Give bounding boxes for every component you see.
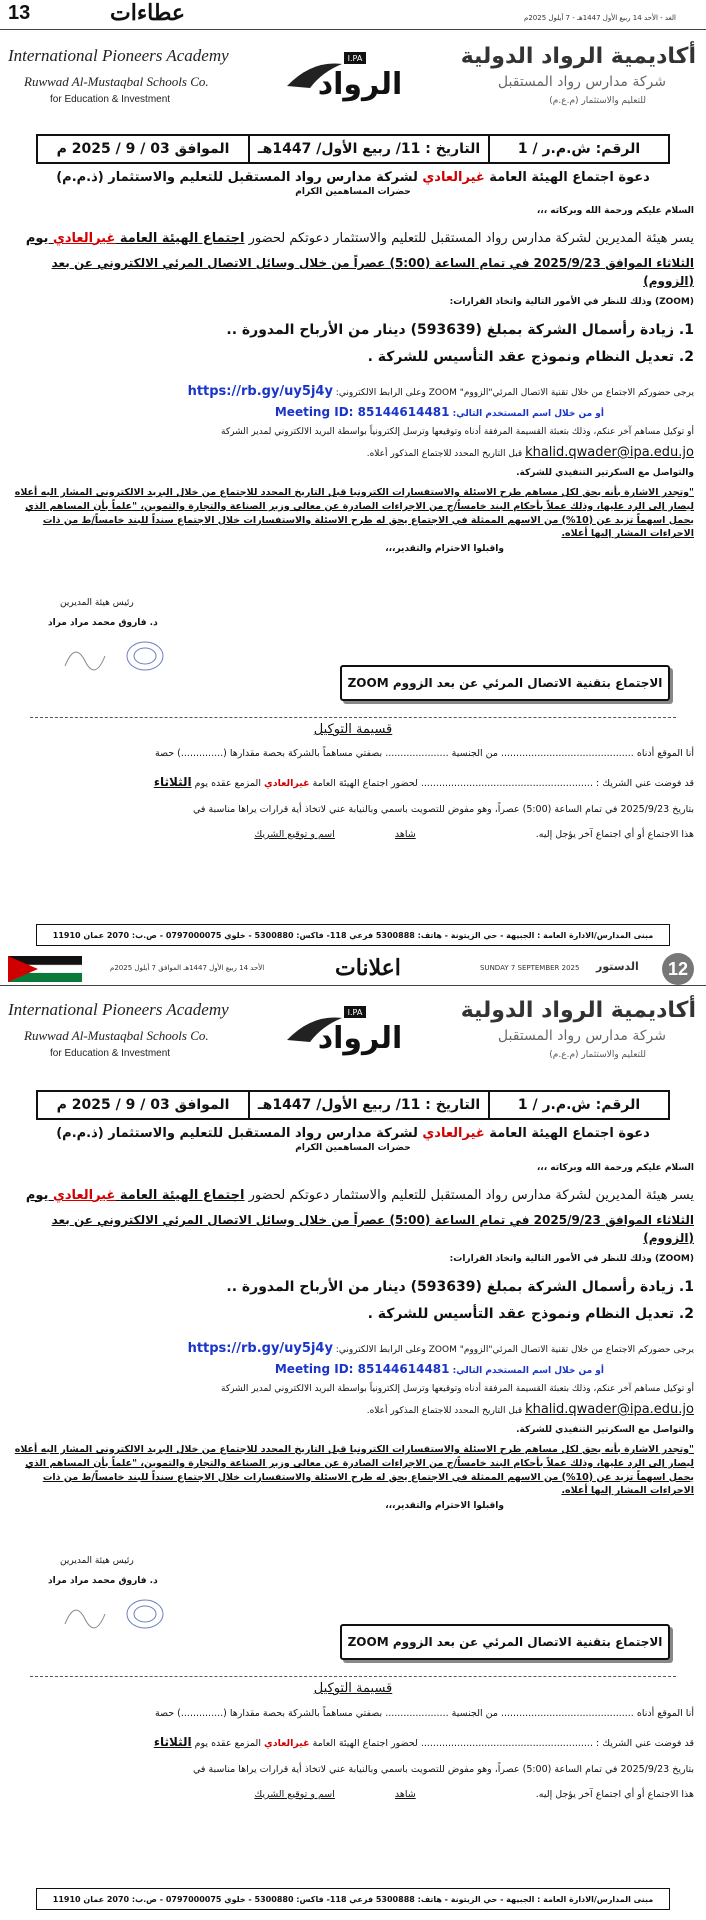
zoom-box-2: الاجتماع بتقنية الاتصال المرئي عن بعد الزووم ZOOM [340, 1624, 670, 1660]
academy-name-ar: أكاديمية الرواد الدولية [460, 44, 696, 69]
email-link[interactable]: khalid.qwader@ipa.edu.jo [525, 445, 694, 460]
ref-date-hijri: التاريخ : 11/ ربيع الأول/ 1447هـ [248, 136, 488, 162]
dateline: الغد - الأحد 14 ربيع الأول 1447هـ - 7 أيلول 2025م [523, 14, 676, 22]
paper-name: الدستور [596, 960, 639, 973]
proxy-line-2: قد فوضت عني الشريك : ......................................................... لحضور اجتماع الهيئة العامة غيرالعادي المزمع عقده يوم الثلاثاء [153, 774, 694, 789]
zoom-link-2[interactable]: https://rb.gy/uy5j4y [187, 1340, 333, 1356]
reference-box-2: الرقم: ش.م.ر / 1 التاريخ : 11/ ربيع الأول/ 1447هـ الموافق 03 / 9 / 2025 م [36, 1090, 670, 1120]
academy-logo [282, 48, 402, 110]
section-title: عطاءات [110, 0, 186, 25]
notice-subtitle: حضرات المساهمين الكرام [295, 187, 411, 197]
proxy-line-4: هذا الاجتماع أو أي اجتماع آخر يؤجل إليه.شاهداسم و توقيع الشريك [254, 828, 694, 840]
zoom-line: يرجى حضوركم الاجتماع من خلال تقنية الاتصال المرئي"الزووم" ZOOM وعلى الرابط الالكتروني: https://rb.gy/uy5j4y [187, 383, 694, 399]
shareholder-note: "وتجدر الاشارة بأنه يحق لكل مساهم طرح الاسئلة والاستفسارات الكترونيا قبل التاريخ المحدد للاجتماع من خلال البريد الالكتروني المشار اليه أعلاه ليصار إلى الرد عليها، وذلك عملاً بأحكام البند خامساً/ج من الاجراءات الصادرة عن معالي وزير الصناعة والتجارة والتموين، "علماً بأن المساهم الذي يحمل اسهماً تزيد عن (10%) من الاسهم الممثلة في الاجتماع يحق له طرح الاسئلة والاستفسارات خلال الاجتماع سنداً للبند خامساً/ط من ذات الاجراءات المشار إليها أعلاه. [14, 487, 694, 540]
zoom-link[interactable]: https://rb.gy/uy5j4y [187, 383, 333, 399]
zoom-box: الاجتماع بتقنية الاتصال المرئي عن بعد الزووم ZOOM [340, 665, 670, 701]
contact-line: والتواصل مع السكرتير التنفيذي للشركة. [516, 467, 694, 478]
notice-body [12, 205, 694, 557]
para-3: (ZOOM) وذلك للنظر في الأمور التالية واتخاذ القرارات: [449, 297, 694, 307]
regards: واقبلوا الاحترام والتقدير،،، [385, 544, 504, 555]
newspaper-band-2 [0, 952, 706, 986]
footer-address: مبنى المدارس/الادارة العامة : الجبيهة - حي الزيتونة - هاتف: 5300888 فرعي 118- فاكس: 5300880 - خلوي 0797000075 - ص.ب: 2070 عمان 11910 [36, 924, 670, 946]
notice-page-2: الأحد 14 ربيع الأول 1447هـ الموافق 7 أيلول 2025م اعلانات SUNDAY 7 SEPTEMBER 2025 الدستور 12 International Pioneers Academy Ruwwad Al-Mustaqbal Schools Co. for Education & Investment I.PA الرواد أكاديمية الرواد الدولية شركة مدارس رواد المستقبل للتعليم والاستثمار (م.ع.م) الرقم: ش.م.ر / 1 التاريخ : 11/ ربيع الأول/ 1447هـ الموافق 03 / 9 / 2025 م دعوة اجتماع الهيئة العامة غيرالعادي لشركة مدارس رواد المستقبل للتعليم والاستثمار (ذ.م.م) حضرات المساهمين الكرام السلام عليكم ورحمة الله وبركاته ،،، يسر هيئة المديرين لشركة مدارس رواد المستقبل للتعليم والاستثمار دعوتكم لحضور اجتماع الهيئة العامة غيرالعادي يوم الثلاثاء الموافق 2025/9/23 في تمام الساعة (5:00) عصراً من خلال وسائل الاتصال المرئي الالكتروني عن بعد (الزووم) (ZOOM) وذلك للنظر في الأمور التالية واتخاذ القرارات: 1. زيادة رأسمال الشركة بمبلغ (593639) دينار من الأرباح المدورة .. 2. تعديل النظام ونموذج عقد التأسيس للشركة . يرجى حضوركم الاجتماع من خلال تقنية الاتصال المرئي"الزووم" ZOOM وعلى الرابط الالكتروني: https://rb.gy/uy5j4y أو من خلال اسم المستخدم التالي: Meeting ID: 85144614481 أو توكيل مساهم آخر عنكم، وذلك بتعبئة القسيمة المرفقة أدناه وتوقيعها وترسل إلكترونياً بواسطة البريد الالكتروني لمدير الشركة khalid.qwader@ipa.edu.jo قبل التاريخ المحدد للاجتماع المذكور أعلاه. والتواصل مع السكرتير التنفيذي للشركة. "وتجدر الاشارة بأنه يحق لكل مساهم طرح الاسئلة والاستفسارات الكترونيا قبل التاريخ المحدد للاجتماع من خلال البريد الالكتروني المشار اليه أعلاه ليصار إلى الرد عليها، وذلك عملاً بأحكام البند خامساً/ج من الاجراءات الصادرة عن معالي وزير الصناعة والتجارة والتموين، "علماً بأن المساهم الذي يحمل اسهماً تزيد عن (10%) من الاسهم الممثلة في الاجتماع يحق له طرح الاسئلة والاستفسارات خلال الاجتماع سنداً للبند خامساً/ط من ذات الاجراءات المشار إليها أعلاه. واقبلوا الاحترام والتقدير،،، رئيس هيئة المديرين د. فاروق محمد مراد مراد الاجتماع بتقنية الاتصال المرئي عن بعد الزووم ZOOM قسيمة التوكيل أنا الموقع أدناه ............................................ من الجنسية ..................... بصفتي مساهماً بالشركة بحصة مقدارها (..............) حصة قد فوضت عني الشريك : ......................................................... لحضور اجتماع الهيئة العامة غيرالعادي المزمع عقده يوم الثلاثاء بتاريخ 2025/9/23 في تمام الساعة (5:00) عصراً، وهو مفوض للتصويت باسمي وبالنيابة عني لاتخاذ أية قرارات يراها مناسبة في هذا الاجتماع أو أي اجتماع آخر يؤجل إليه.شاهداسم و توقيع الشريك مبنى المدارس/الادارة العامة : الجبيهة - حي الزيتونة - هاتف: 5300888 فرعي 118- فاكس: 5300880 - خلوي 0797000075 - ص.ب: 2070 عمان 11910 [0, 952, 706, 1920]
logo-text: الرواد [317, 67, 402, 102]
company-sub-ar: للتعليم والاستثمار (م.ع.م) [549, 96, 646, 106]
chair-title: رئيس هيئة المديرين [60, 598, 134, 608]
proxy-instructions: أو توكيل مساهم آخر عنكم، وذلك بتعبئة القسيمة المرفقة أدناه وتوقيعها وترسل إلكترونياً بواسطة البريد الالكتروني لمدير الشركة [221, 426, 694, 437]
reference-box [36, 134, 670, 164]
divider [30, 717, 676, 718]
academy-logo-2 [282, 1002, 402, 1064]
newspaper-band [0, 0, 706, 30]
para-1: يسر هيئة المديرين لشركة مدارس رواد المستقبل للتعليم والاستثمار دعوتكم لحضور اجتماع الهيئة العامة غيرالعادي يوم [25, 230, 694, 246]
proxy-line-3: بتاريخ 2025/9/23 في تمام الساعة (5:00) عصراً، وهو مفوض للتصويت باسمي وبالنيابة عني لاتخاذ أية قرارات يراها مناسبة في [192, 803, 694, 815]
proxy-form-2: أنا الموقع أدناه ............................................ من الجنسية ..................... بصفتي مساهماً بالشركة بحصة مقدارها (..............) حصة قد فوضت عني الشريك : ......................................................... لحضور اجتماع الهيئة العامة غيرالعادي المزمع عقده يوم الثلاثاء بتاريخ 2025/9/23 في تمام الساعة (5:00) عصراً، وهو مفوض للتصويت باسمي وبالنيابة عني لاتخاذ أية قرارات يراها مناسبة في هذا الاجتماع أو أي اجتماع آخر يؤجل إليه.شاهداسم و توقيع الشريك [153, 1708, 694, 1800]
email-line: khalid.qwader@ipa.edu.jo قبل التاريخ المحدد للاجتماع المذكور أعلاه. [366, 445, 694, 460]
notice-page-1 [0, 0, 706, 950]
academy-name-en: International Pioneers Academy [8, 46, 229, 65]
greeting: السلام عليكم ورحمة الله وبركاته ،،، [536, 206, 694, 216]
company-name-en: Ruwwad Al-Mustaqbal Schools Co. [24, 74, 209, 89]
notice-title-2: دعوة اجتماع الهيئة العامة غيرالعادي لشركة مدارس رواد المستقبل للتعليم والاستثمار (ذ.م.م) [56, 1126, 650, 1141]
agenda-item-2: 2. تعديل النظام ونموذج عقد التأسيس للشركة . [367, 348, 694, 365]
letterhead [0, 40, 706, 125]
ref-date-gregorian: الموافق 03 / 9 / 2025 م [56, 141, 230, 157]
footer-address-2: مبنى المدارس/الادارة العامة : الجبيهة - حي الزيتونة - هاتف: 5300888 فرعي 118- فاكس: 5300880 - خلوي 0797000075 - ص.ب: 2070 عمان 11910 [36, 1888, 670, 1910]
para-2: الثلاثاء الموافق 2025/9/23 في تمام الساعة (5:00) عصراً من خلال وسائل الاتصال المرئي الالكتروني عن بعد (الزووم) [51, 256, 694, 288]
company-name-ar: شركة مدارس رواد المستقبل [497, 74, 666, 90]
notice-title: دعوة اجتماع الهيئة العامة غيرالعادي لشركة مدارس رواد المستقبل للتعليم والاستثمار (ذ.م.م) [56, 170, 650, 185]
dateline-ar: الأحد 14 ربيع الأول 1447هـ الموافق 7 أيلول 2025م [110, 964, 265, 972]
letterhead-2: International Pioneers Academy Ruwwad Al-Mustaqbal Schools Co. for Education & Investment I.PA الرواد أكاديمية الرواد الدولية شركة مدارس رواد المستقبل للتعليم والاستثمار (م.ع.م) [0, 994, 706, 1079]
page-number-2: 12 [662, 953, 694, 985]
signature-stamp-2 [60, 1594, 170, 1638]
dateline-en: SUNDAY 7 SEPTEMBER 2025 [480, 964, 580, 972]
agenda-item-1: 1. زيادة رأسمال الشركة بمبلغ (593639) دينار من الأرباح المدورة .. [226, 321, 694, 338]
proxy-form [12, 742, 694, 847]
proxy-title: قسيمة التوكيل [313, 722, 393, 737]
signature-stamp [60, 636, 170, 680]
meeting-id-line: أو من خلال اسم المستخدم التالي: Meeting ID: 85144614481 [274, 405, 604, 419]
page-number: 13 [8, 2, 31, 24]
email-link-2[interactable]: khalid.qwader@ipa.edu.jo [525, 1402, 694, 1417]
notice-body-2: السلام عليكم ورحمة الله وبركاته ،،، يسر هيئة المديرين لشركة مدارس رواد المستقبل للتعليم والاستثمار دعوتكم لحضور اجتماع الهيئة العامة غيرالعادي يوم الثلاثاء الموافق 2025/9/23 في تمام الساعة (5:00) عصراً من خلال وسائل الاتصال المرئي الالكتروني عن بعد (الزووم) (ZOOM) وذلك للنظر في الأمور التالية واتخاذ القرارات: 1. زيادة رأسمال الشركة بمبلغ (593639) دينار من الأرباح المدورة .. 2. تعديل النظام ونموذج عقد التأسيس للشركة . يرجى حضوركم الاجتماع من خلال تقنية الاتصال المرئي"الزووم" ZOOM وعلى الرابط الالكتروني: https://rb.gy/uy5j4y أو من خلال اسم المستخدم التالي: Meeting ID: 85144614481 أو توكيل مساهم آخر عنكم، وذلك بتعبئة القسيمة المرفقة أدناه وتوقيعها وترسل إلكترونياً بواسطة البريد الالكتروني لمدير الشركة khalid.qwader@ipa.edu.jo قبل التاريخ المحدد للاجتماع المذكور أعلاه. والتواصل مع السكرتير التنفيذي للشركة. "وتجدر الاشارة بأنه يحق لكل مساهم طرح الاسئلة والاستفسارات الكترونيا قبل التاريخ المحدد للاجتماع من خلال البريد الالكتروني المشار اليه أعلاه ليصار إلى الرد عليها، وذلك عملاً بأحكام البند خامساً/ج من الاجراءات الصادرة عن معالي وزير الصناعة والتجارة والتموين، "علماً بأن المساهم الذي يحمل اسهماً تزيد عن (10%) من الاسهم الممثلة في الاجتماع يحق له طرح الاسئلة والاستفسارات خلال الاجتماع سنداً للبند خامساً/ط من ذات الاجراءات المشار إليها أعلاه. واقبلوا الاحترام والتقدير،،، [14, 1163, 694, 1512]
logo-badge: I.PA [347, 54, 363, 63]
chair-name: د. فاروق محمد مراد مراد [48, 618, 158, 628]
svg-text:الرواد: الرواد [317, 1021, 402, 1056]
section-title-2: اعلانات [335, 955, 401, 980]
proxy-line-1: أنا الموقع أدناه ............................................ من الجنسية ..................... بصفتي مساهماً بالشركة بحصة مقدارها (..............) حصة [154, 748, 694, 759]
jordan-flag-icon [8, 956, 82, 982]
svg-text:I.PA: I.PA [347, 1008, 363, 1017]
company-sub-en: for Education & Investment [50, 94, 171, 105]
ref-number: الرقم: ش.م.ر / 1 [488, 136, 668, 162]
